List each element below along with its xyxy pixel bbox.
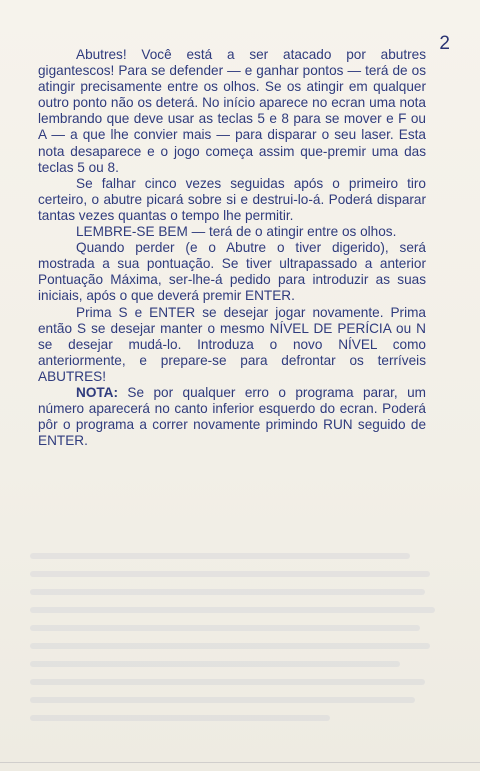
paragraph-score: Quando perder (e o Abutre o tiver digerido), será mostrada a sua pontuação. Se tiver ultrapassado a anterior Pontuação Máxima, ser-lhe-á pedido para introduzir as suas iniciais, após o que deverá premir ENTER. bbox=[38, 240, 426, 304]
paragraph-missed-shots: Se falhar cinco vezes seguidas após o primeiro tiro certeiro, o abutre picará sobre si e destrui-lo-á. Poderá disparar tantas vezes quantas o tempo lhe permitir. bbox=[38, 175, 426, 223]
paragraph-note bbox=[38, 385, 426, 449]
page-number: 2 bbox=[439, 33, 450, 54]
note-label: NOTA: bbox=[76, 384, 119, 400]
page-edge bbox=[0, 762, 480, 763]
note-text: Se por qualquer erro o programa parar, um número aparecerá no canto inferior esquerdo do ecran. Poderá pôr o programa a correr novamente primindo RUN seguido de ENTER. bbox=[38, 384, 426, 449]
show-through-text bbox=[30, 545, 440, 745]
paragraph-reminder: LEMBRE-SE BEM — terá de o atingir entre os olhos. bbox=[76, 224, 397, 240]
paragraph-intro: Abutres! Você está a ser atacado por abutres gigantescos! Para se defender — e ganhar pontos — terá de os atingir precisamente entre os olhos. Se os atingir em qualquer outro ponto não os deterá. No início aparece no ecran uma nota lembrando que deve usar as teclas 5 e 8 para se mover e F ou A — a que lhe convier mais — para disparar o seu laser. Esta nota desaparece e o jogo começa assim que-premir uma das teclas 5 ou 8. bbox=[38, 47, 426, 175]
body-text bbox=[38, 47, 426, 449]
paragraph-replay: Prima S e ENTER se desejar jogar novamente. Prima então S se desejar manter o mesmo NÍVEL DE PERÍCIA ou N se desejar mudá-lo. Introduza o novo NÍVEL como anteriormente, e prepare-se para defrontar os terríveis ABUTRES! bbox=[38, 304, 426, 384]
